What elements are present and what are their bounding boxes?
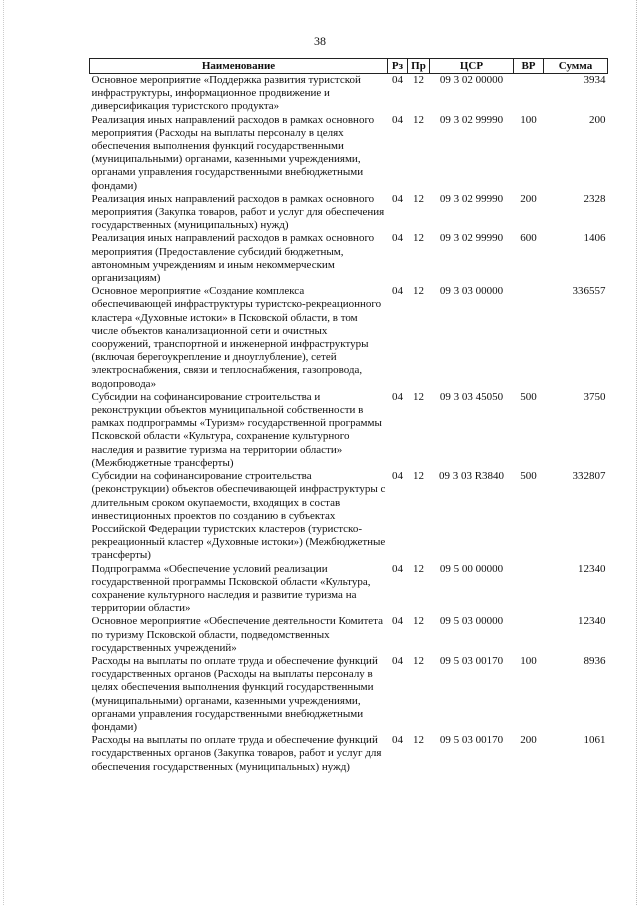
row-sum: 2328	[583, 192, 606, 205]
header-sum: Сумма	[544, 59, 608, 74]
row-rz: 04	[392, 734, 403, 747]
table-row	[90, 615, 608, 655]
row-vr: 600	[520, 232, 537, 245]
table-row	[90, 74, 608, 114]
row-csr: 09 5 03 00170	[439, 654, 504, 667]
row-rz: 04	[392, 113, 403, 126]
row-csr: 09 5 00 00000	[439, 562, 504, 575]
row-rz: 04	[392, 470, 403, 483]
row-csr: 09 3 02 00000	[439, 74, 504, 86]
scan-edge-left	[3, 0, 4, 905]
row-rz: 04	[392, 192, 403, 205]
row-pr: 12	[413, 734, 424, 747]
row-sum: 200	[589, 113, 606, 126]
table-row	[90, 470, 608, 562]
row-sum: 332807	[572, 470, 606, 483]
row-rz: 04	[392, 74, 403, 86]
row-name: Основное мероприятие «Поддержка развития туристской инфраструктуры, информационное продвижение и диверсификация туристского продукта»	[91, 74, 361, 113]
row-name: Расходы на выплаты по оплате труда и обеспечение функций государственных органов (Расходы на выплаты персоналу в целях обеспечения выполнения функций государственными (муниципальными) органами, казенными учреждениями, органами управления государственными внебюджетными фондами)	[91, 654, 378, 733]
table-row	[90, 285, 608, 391]
row-csr: 09 3 02 99990	[439, 113, 504, 126]
header-pr: Пр	[408, 59, 430, 74]
row-pr: 12	[413, 232, 424, 245]
row-pr: 12	[413, 654, 424, 667]
row-rz: 04	[392, 615, 403, 628]
row-csr: 09 3 03 R3840	[438, 470, 505, 483]
row-pr: 12	[413, 390, 424, 403]
row-csr: 09 3 02 99990	[439, 192, 504, 205]
row-sum: 1061	[583, 734, 606, 747]
page-number: 38	[314, 34, 326, 48]
row-sum: 3934	[583, 74, 606, 86]
row-name: Реализация иных направлений расходов в рамках основного мероприятия (Расходы на выплаты персоналу в целях обеспечения выполнения функций государственными (муниципальными) органами, казенными учреждениями, органами управления государственными внебюджетными фондами)	[91, 113, 375, 192]
row-sum: 3750	[583, 390, 606, 403]
row-name: Реализация иных направлений расходов в рамках основного мероприятия (Закупка товаров, работ и услуг для обеспечения государственных (муниципальных) нужд)	[91, 192, 385, 232]
table-header-row	[90, 59, 608, 74]
row-vr	[514, 285, 544, 391]
row-pr: 12	[413, 470, 424, 483]
header-name: Наименование	[90, 59, 388, 74]
budget-table	[89, 58, 608, 774]
table-row	[90, 193, 608, 233]
row-vr: 500	[520, 390, 537, 403]
row-name: Основное мероприятие «Обеспечение деятельности Комитета по туризму Псковской области, подведомственных государственных учреждений»	[91, 615, 383, 654]
header-vr: ВР	[514, 59, 544, 74]
row-pr: 12	[413, 285, 424, 298]
row-pr: 12	[413, 74, 424, 86]
row-sum: 12340	[578, 562, 606, 575]
row-vr	[514, 615, 544, 655]
row-pr: 12	[413, 615, 424, 628]
table-row	[90, 391, 608, 470]
row-sum: 12340	[578, 615, 606, 628]
row-vr	[514, 74, 544, 114]
table-row	[90, 563, 608, 616]
row-vr: 100	[520, 113, 537, 126]
row-name: Подпрограмма «Обеспечение условий реализации государственной программы Псковской области «Культура, сохранение культурного наследия и развитие туризма на территории области»	[91, 562, 371, 615]
row-vr: 200	[520, 192, 537, 205]
table-row	[90, 114, 608, 193]
row-rz: 04	[392, 654, 403, 667]
row-sum: 336557	[572, 285, 606, 298]
row-name: Основное мероприятие «Создание комплекса обеспечивающей инфраструктуры туристско-рекреационного кластера «Духовные истоки» в Псковской области, в том числе объектов канализационной сети и очистных сооружений, транспортной и инженерной инфраструктуры (включая берегоукрепление и дноуглубление), сетей электроснабжения, связи и теплоснабжения, газопровода, водопровода»	[91, 285, 382, 390]
table-row	[90, 655, 608, 734]
table-row	[90, 734, 608, 774]
row-csr: 09 3 02 99990	[439, 232, 504, 245]
row-rz: 04	[392, 232, 403, 245]
row-name: Субсидии на софинансирование строительства (реконструкции) объектов обеспечивающей инфраструктуры с длительным сроком окупаемости, входящих в состав инвестиционных проектов по созданию в субъектах Российской Федерации туристских кластеров (туристско-рекреационный кластер «Духовные истоки») (Межбюджетные трансферты)	[91, 470, 386, 562]
table-row	[90, 232, 608, 285]
row-csr: 09 5 03 00000	[439, 615, 504, 628]
row-rz: 04	[392, 390, 403, 403]
row-csr: 09 3 03 00000	[439, 285, 504, 298]
row-sum: 1406	[583, 232, 606, 245]
row-pr: 12	[413, 192, 424, 205]
row-sum: 8936	[583, 654, 606, 667]
scan-edge-right	[636, 0, 637, 905]
row-name: Расходы на выплаты по оплате труда и обеспечение функций государственных органов (Закупка товаров, работ и услуг для обеспечения государственных (муниципальных) нужд)	[91, 734, 382, 773]
row-rz: 04	[392, 285, 403, 298]
row-vr: 500	[520, 470, 537, 483]
row-pr: 12	[413, 113, 424, 126]
row-vr: 100	[520, 654, 537, 667]
row-csr: 09 5 03 00170	[439, 734, 504, 747]
row-pr: 12	[413, 562, 424, 575]
row-rz: 04	[392, 562, 403, 575]
header-rz: Рз	[388, 59, 408, 74]
header-csr: ЦСР	[430, 59, 514, 74]
row-vr: 200	[520, 734, 537, 747]
row-name: Реализация иных направлений расходов в рамках основного мероприятия (Предоставление субсидий бюджетным, автономным учреждениям и иным некоммерческим организациям)	[91, 232, 375, 285]
row-name: Субсидии на софинансирование строительства и реконструкции объектов муниципальной собственности в рамках подпрограммы «Туризм» государственной программы Псковской области «Культура, сохранение культурного наследия и развитие туризма на территории области» (Межбюджетные трансферты)	[91, 390, 382, 469]
row-csr: 09 3 03 45050	[439, 390, 504, 403]
row-vr	[514, 563, 544, 616]
